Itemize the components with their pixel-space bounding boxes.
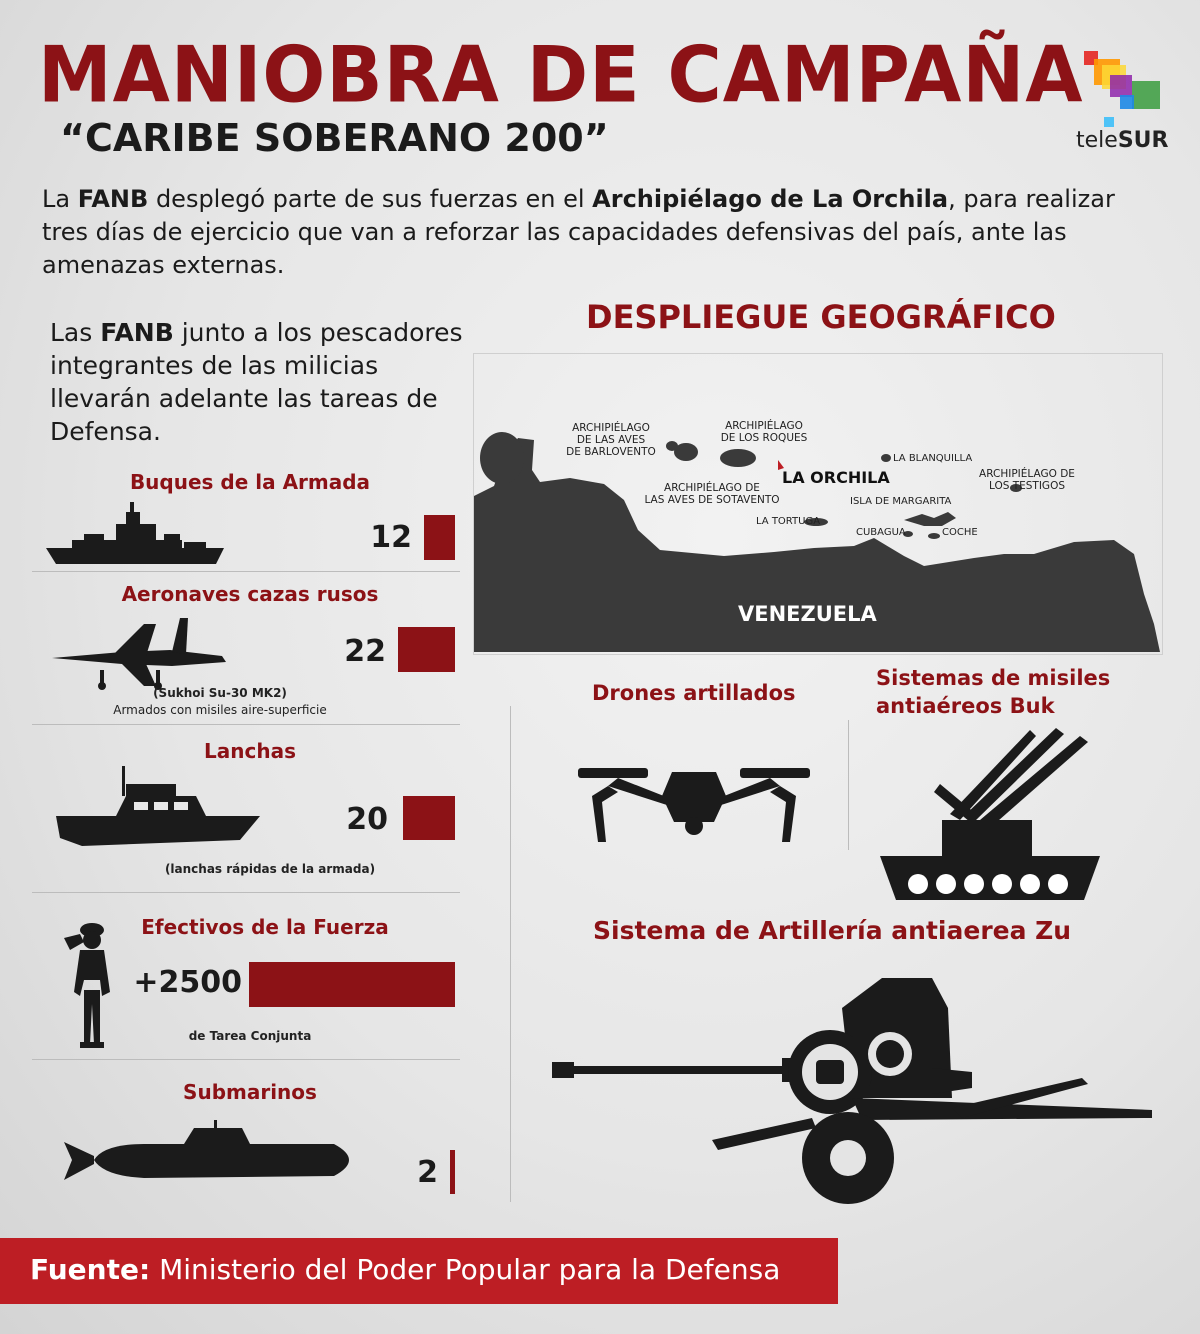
divider-vertical — [848, 720, 849, 850]
divider-vertical — [510, 706, 511, 1202]
divider — [32, 1059, 460, 1060]
label-la-orchila: LA ORCHILA — [782, 468, 890, 487]
aeronaves-note: (Sukhoi Su-30 MK2) — [153, 686, 287, 700]
label-la-tortuga: LA TORTUGA — [756, 516, 821, 527]
divider — [32, 724, 460, 725]
zu-anti-aircraft-gun-icon — [552, 968, 1156, 1208]
lanchas-count: 20 — [346, 802, 388, 837]
divider — [32, 892, 460, 893]
telesur-logo-text: teleSUR — [1076, 128, 1169, 153]
label-los-roques: ARCHIPIÉLAGO DE LOS ROQUES — [720, 420, 808, 444]
map-title: DESPLIEGUE GEOGRÁFICO — [586, 298, 1056, 336]
forces-intro: Las FANB junto a los pescadores integrantes de las milicias llevarán adelante las tareas de Defensa. — [50, 318, 463, 446]
label-aves-barlovento: ARCHIPIÉLAGO DE LAS AVES DE BARLOVENTO — [566, 422, 656, 458]
zu-title: Sistema de Artillería antiaerea Zu — [593, 916, 1072, 945]
submarinos-title: Submarinos — [183, 1080, 317, 1104]
label-venezuela: VENEZUELA — [738, 602, 877, 626]
aeronaves-note-2: Armados con misiles aire-superficie — [113, 703, 327, 717]
label-cubagua: CUBAGUA — [856, 527, 906, 538]
label-coche: COCHE — [942, 527, 978, 538]
lanchas-title: Lanchas — [204, 739, 296, 763]
efectivos-note: de Tarea Conjunta — [188, 1029, 312, 1043]
label-la-blanquilla: LA BLANQUILLA — [893, 453, 973, 464]
efectivos-count: +2500 — [133, 965, 242, 1000]
label-aves-sotavento: ARCHIPIÉLAGO DE LAS AVES DE SOTAVENTO — [644, 482, 780, 506]
soldier-saluting-icon — [58, 920, 116, 1050]
page-subtitle: “CARIBE SOBERANO 200” — [60, 116, 609, 160]
buk-title-line2: antiaéreos Buk — [876, 694, 1055, 718]
buques-title: Buques de la Armada — [129, 470, 371, 494]
divider — [32, 571, 460, 572]
lanchas-note: (lanchas rápidas de la armada) — [164, 862, 376, 876]
submarinos-bar — [450, 1150, 455, 1194]
speedboat-icon — [56, 766, 262, 850]
label-isla-margarita: ISLA DE MARGARITA — [850, 496, 952, 507]
buk-title-line1: Sistemas de misiles — [876, 666, 1111, 690]
warship-icon — [44, 500, 228, 568]
submarine-icon — [64, 1120, 366, 1200]
efectivos-bar — [249, 962, 455, 1007]
fighter-jet-icon — [52, 616, 228, 690]
buques-count: 12 — [370, 520, 412, 555]
submarinos-count: 2 — [417, 1155, 438, 1190]
intro-paragraph: La FANB desplegó parte de sus fuerzas en el Archipiélago de La Orchila, para realizar tres días de ejercicio que van a reforzar las capacidades defensivas del país, ante las amenazas externas. — [42, 185, 1115, 279]
buk-missile-launcher-icon — [880, 724, 1100, 904]
drones-title: Drones artillados — [592, 681, 796, 705]
buques-bar — [424, 515, 455, 560]
efectivos-title: Efectivos de la Fuerza — [141, 915, 389, 939]
aeronaves-title: Aeronaves cazas rusos — [121, 582, 379, 606]
source-text: Fuente: Ministerio del Poder Popular para la Defensa — [30, 1253, 781, 1286]
aeronaves-count: 22 — [344, 634, 386, 669]
aeronaves-bar — [398, 627, 455, 672]
page-title: MANIOBRA DE CAMPAÑA — [38, 30, 1084, 121]
lanchas-bar — [403, 796, 455, 840]
drone-icon — [578, 756, 810, 848]
label-los-testigos: ARCHIPIÉLAGO DE LOS TESTIGOS — [979, 468, 1075, 492]
